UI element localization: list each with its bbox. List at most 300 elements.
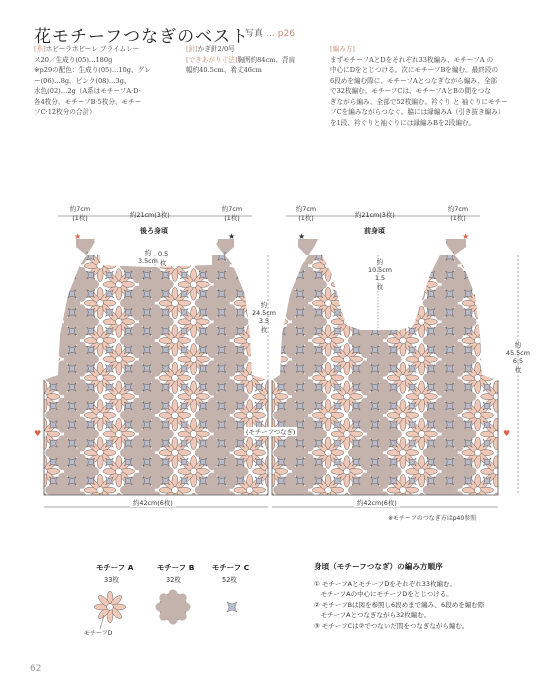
- motif-b: [297, 496, 323, 522]
- star-icon: ★: [228, 232, 236, 241]
- motif-d: [116, 356, 123, 363]
- motif-a-petal: [493, 323, 499, 338]
- motif-a-petal: [464, 252, 479, 267]
- motif-a-petal: [248, 264, 263, 279]
- motif-c: [180, 252, 188, 260]
- motif-a-petal: [493, 343, 499, 358]
- motif-a-petal: [331, 506, 346, 512]
- motif-a-petal: [269, 281, 284, 287]
- motif-d: [418, 431, 425, 438]
- motif-c: [255, 252, 263, 260]
- motif-a-petal: [497, 468, 512, 474]
- motif-d: [41, 244, 48, 251]
- motif-d: [190, 356, 197, 363]
- motif-a-petal: [476, 264, 491, 279]
- motif-a-petal: [265, 343, 271, 358]
- motif-a-petal: [348, 244, 363, 250]
- motif-a-petal: [41, 323, 47, 338]
- materials-line: フC·12枚分の合計）: [34, 108, 96, 116]
- motif-a-petal: [408, 496, 423, 511]
- motif-a-petal: [87, 514, 102, 525]
- motif-b: [521, 272, 540, 298]
- motif-a-petal: [493, 231, 499, 246]
- motif-a-petal: [194, 244, 209, 250]
- motif-d: [265, 506, 272, 513]
- motif-a-petal: [41, 360, 47, 375]
- motif-a-petal: [106, 507, 121, 522]
- motif-a-petal: [462, 525, 477, 526]
- motif-d: [400, 524, 407, 525]
- motif-a-petal: [116, 248, 122, 263]
- motif-a-petal: [269, 510, 275, 525]
- motif-b: [353, 290, 379, 316]
- motif-d: [97, 300, 104, 307]
- motif-a-petal: [334, 245, 349, 260]
- motif-a-petal: [250, 525, 265, 526]
- motif-a-petal: [422, 244, 437, 250]
- motif-d: [400, 337, 407, 344]
- motif-a-petal: [420, 234, 435, 249]
- motif-d: [190, 506, 197, 513]
- dim-value: 24.5cm: [252, 309, 276, 317]
- motif-a-petal: [42, 234, 57, 249]
- method-line: フCを編みながらつなぐ。脇には縁編みA（引き抜き編み）: [330, 108, 505, 116]
- motif-c: [408, 290, 416, 298]
- motif-d: [172, 487, 179, 494]
- motif-d: [325, 487, 332, 494]
- motif-d: [246, 262, 253, 269]
- back-width-dim: 約42cm(6枚): [130, 498, 176, 507]
- motif-a-petal: [159, 525, 174, 526]
- step-line: モチーフAの中心にモチーフDをとじつける。: [314, 590, 453, 598]
- motif-a-petal: [495, 283, 510, 298]
- motif-a-petal: [247, 266, 253, 281]
- motif-a-petal: [31, 283, 46, 298]
- motif-a-petal: [255, 245, 270, 260]
- motif-a-petal: [327, 514, 342, 525]
- motif-d: [41, 356, 48, 363]
- motif-c: [105, 252, 113, 260]
- dim-count: 1.5: [374, 274, 386, 282]
- motif-a-petal: [194, 506, 209, 512]
- motif-a-petal: [483, 271, 498, 286]
- motif-a-petal: [97, 512, 103, 525]
- dim-count: 6.5: [512, 357, 524, 365]
- motif-d: [116, 319, 123, 326]
- back-neck-depth: [138, 248, 158, 265]
- motif-a-petal: [334, 234, 349, 249]
- motif-a-petal: [31, 470, 46, 485]
- motif-c: [483, 271, 491, 279]
- motif-d: [116, 468, 123, 475]
- motif-a-petal: [419, 231, 425, 246]
- motif-a-petal: [390, 290, 405, 305]
- motif-a-petal: [404, 300, 419, 306]
- motif-d: [474, 337, 481, 344]
- motif-c: [277, 290, 285, 298]
- motif-a-petal: [476, 290, 491, 305]
- motif-d: [172, 262, 179, 269]
- motif-d: [172, 300, 179, 307]
- motif-a-petal: [270, 507, 285, 522]
- motif-c: [49, 327, 57, 335]
- dim-count: (1枚): [224, 214, 240, 222]
- motif-d: [344, 281, 351, 288]
- total-height-dim: [506, 340, 530, 374]
- motif-d: [474, 449, 481, 456]
- motif-a-petal: [256, 506, 271, 512]
- dim-value: 3.5cm: [138, 257, 158, 265]
- motif-a-petal: [481, 244, 496, 250]
- motif-a-petal: [172, 512, 178, 525]
- motif-a-petal: [255, 507, 270, 522]
- motif-b: [502, 515, 528, 525]
- motif-a-petal: [28, 244, 43, 250]
- motif-a-petal: [192, 496, 207, 511]
- dim-count: (1枚): [298, 214, 314, 222]
- motif-d: [418, 281, 425, 288]
- motif-a-petal: [31, 309, 46, 324]
- motif-a-petal: [234, 263, 249, 269]
- motif-c: [408, 271, 416, 279]
- motif-a-petal: [42, 507, 57, 522]
- motif-a-petal: [475, 250, 481, 265]
- motif-a-petal: [329, 263, 344, 269]
- motif-a-petal: [406, 281, 421, 287]
- motif-d: [116, 393, 123, 400]
- motif-a-petal: [265, 231, 271, 246]
- motif-a-petal: [259, 283, 274, 298]
- motif-d: [190, 244, 197, 251]
- materials-line: 各4枚分、モチーフB·5枚分、モチー: [34, 97, 142, 106]
- motif-a-petal: [475, 266, 481, 281]
- motif-a-petal: [312, 525, 327, 526]
- motif-d: [190, 431, 197, 438]
- back-shoulder-dim: [60, 204, 100, 222]
- motif-a-icon: [94, 591, 126, 623]
- motif-d: [246, 375, 253, 382]
- motif-d: [325, 412, 332, 419]
- motif-a-petal: [497, 281, 512, 287]
- motif-d: [493, 431, 500, 438]
- materials-line: ー(06)…8g、ピンク(08)…3g、: [34, 76, 131, 85]
- motif-d: [493, 244, 500, 251]
- motif-a-petal: [345, 245, 360, 260]
- motif-d-label: モチーフD: [84, 630, 113, 637]
- motif-d: [269, 244, 276, 251]
- motif-a-petal: [344, 269, 350, 284]
- motif-a-count: 33枚: [104, 576, 119, 584]
- motif-d: [325, 300, 332, 307]
- motif-a-petal: [103, 506, 118, 512]
- motif-b: [274, 515, 300, 525]
- motif-c: [49, 308, 57, 316]
- motif-d: [116, 506, 123, 513]
- motif-a-petal: [192, 234, 207, 249]
- motif-d: [190, 319, 197, 326]
- motif-a-petal: [265, 248, 271, 263]
- motif-d: [246, 524, 253, 525]
- dim-text: 約7cm: [447, 205, 469, 213]
- motif-a-petal: [31, 395, 46, 410]
- motif-d: [265, 468, 272, 475]
- motif-a-petal: [345, 234, 360, 249]
- motif-d: [172, 412, 179, 419]
- motif-a-petal: [248, 514, 263, 525]
- motif-a-petal: [265, 360, 271, 375]
- motif-a-petal: [401, 264, 416, 279]
- motif-d: [265, 281, 272, 288]
- motif-a-petal: [497, 506, 512, 512]
- motif-a-petal: [495, 320, 510, 335]
- method-heading: [編み方]: [330, 45, 355, 53]
- motif-b: [50, 515, 76, 525]
- motif-a-petal: [493, 306, 499, 321]
- motif-a-petal: [117, 245, 132, 260]
- motif-a-petal: [493, 285, 499, 300]
- motif-a-petal: [180, 234, 195, 249]
- motif-a-petal: [483, 346, 498, 361]
- motif-d: [41, 319, 48, 326]
- method-line: を1段、衿ぐりと袖ぐりには縁編みBを2段編む。: [330, 118, 476, 127]
- dim-text: 約7cm: [221, 205, 243, 213]
- motif-b: [521, 309, 540, 335]
- motif-a-petal: [31, 507, 46, 522]
- motif-d: [418, 468, 425, 475]
- motif-a-petal: [478, 525, 493, 526]
- motif-b: [502, 402, 528, 428]
- motif-a-petal: [422, 506, 437, 512]
- motif-c: [236, 271, 244, 279]
- motif-a-petal: [481, 356, 496, 362]
- motif-a-petal: [256, 281, 271, 287]
- step-line: ③ モチーフCは②でつないだ間をつなぎながら編む。: [314, 621, 469, 630]
- motif-a-petal: [331, 244, 346, 250]
- motif-c: [352, 252, 360, 260]
- motif-a-petal: [248, 252, 263, 267]
- motif-a-petal: [390, 302, 405, 317]
- dim-prefix: 約: [376, 258, 384, 266]
- motif-a-petal: [236, 252, 251, 267]
- dim-value: 45.5cm: [506, 349, 530, 357]
- motif-a-petal: [28, 281, 43, 287]
- motif-a-petal: [31, 245, 46, 260]
- motif-a-petal: [42, 358, 57, 373]
- dim-unit: 枚: [260, 326, 268, 334]
- motif-b: [521, 384, 540, 410]
- motif-d: [97, 375, 104, 382]
- motif-c: [199, 252, 207, 260]
- motif-a-petal: [493, 360, 499, 375]
- motif-c: [483, 365, 491, 373]
- motif-d: [400, 487, 407, 494]
- size-line: 幅約40.5cm、着丈46cm: [186, 66, 262, 74]
- dim-prefix: 約: [514, 341, 522, 349]
- motif-a-petal: [41, 231, 47, 246]
- motif-b: [218, 496, 244, 522]
- motif-a-petal: [419, 248, 425, 263]
- motif-d: [325, 262, 332, 269]
- motif-c: [352, 308, 360, 316]
- motif-a-petal: [253, 356, 268, 362]
- motif-a-petal: [191, 510, 197, 525]
- motif-a-petal: [28, 506, 43, 512]
- motif-a-petal: [348, 319, 363, 325]
- dim-text: 約7cm: [295, 205, 317, 213]
- motif-a-petal: [269, 248, 275, 263]
- page-number: 62: [30, 664, 42, 674]
- motif-c: [255, 290, 263, 298]
- motif-a-petal: [495, 309, 510, 324]
- motif-c: [255, 271, 263, 279]
- motif-a-petal: [401, 290, 416, 305]
- motif-a-petal: [387, 525, 402, 526]
- motif-a-petal: [269, 231, 275, 246]
- motif-d: [190, 468, 197, 475]
- heart-icon: ♥: [34, 429, 42, 438]
- motif-c: [371, 308, 379, 316]
- motif-a-petal: [41, 510, 47, 525]
- motif-d: [116, 431, 123, 438]
- heart-icon: ♥: [503, 429, 511, 438]
- motif-a-petal: [259, 496, 274, 511]
- size-heading: [できあがり寸法]: [186, 55, 238, 64]
- dim-unit: 枚: [514, 366, 522, 374]
- motif-c: [483, 290, 491, 298]
- motif-a-petal: [334, 507, 349, 522]
- motif-a-petal: [422, 281, 437, 287]
- motif-a-petal: [406, 506, 421, 512]
- motif-c: [49, 252, 57, 260]
- motif-d: [344, 506, 351, 513]
- motif-c: [277, 308, 285, 316]
- motif-a-petal: [270, 245, 285, 260]
- motif-d: [190, 281, 197, 288]
- motif-c: [483, 327, 491, 335]
- motif-d: [474, 524, 481, 525]
- motif-a-petal: [116, 231, 122, 246]
- motif-a-petal: [41, 285, 47, 300]
- motif-d: [265, 356, 272, 363]
- motif-c: [236, 252, 244, 260]
- materials-heading: [糸]: [34, 45, 46, 53]
- materials-line: ホビーラホビーレ ブライムレー: [45, 45, 140, 53]
- dim-count: 3.5: [258, 317, 270, 325]
- motif-a-petal: [256, 244, 271, 250]
- motif-a-petal: [269, 269, 275, 284]
- motif-c: [49, 271, 57, 279]
- motif-a-petal: [476, 252, 491, 267]
- motif-a-petal: [234, 300, 249, 306]
- motif-a-petal: [493, 510, 499, 525]
- front-shoulder-dim-right: [438, 204, 478, 222]
- motif-d: [493, 468, 500, 475]
- motif-a-petal: [259, 271, 274, 286]
- motif-a-petal: [106, 496, 121, 511]
- motif-a-petal: [408, 234, 423, 249]
- motif-a-petal: [265, 269, 271, 284]
- motif-a-petal: [481, 506, 496, 512]
- motif-a-petal: [31, 358, 46, 373]
- back-body-label: 後ろ身頃: [140, 227, 168, 235]
- motif-a-petal: [259, 245, 274, 260]
- motif-c-count: 52枚: [222, 576, 237, 584]
- motif-a-petal: [345, 271, 360, 286]
- dim-count: (1枚): [450, 214, 466, 222]
- motif-a-petal: [180, 507, 195, 522]
- dim-text: 約7cm: [69, 205, 91, 213]
- motif-c: [49, 346, 57, 354]
- front-neck-depth: [368, 257, 392, 291]
- motif-a-petal: [408, 245, 423, 260]
- method-line: 6段めを編む際に、モチーフAとつなぎながら編み、全部: [330, 76, 498, 85]
- motif-a-petal: [180, 245, 195, 260]
- photo-page-link: … p26: [265, 29, 295, 39]
- steps-section: [314, 562, 484, 631]
- motif-d: [97, 449, 104, 456]
- motif-a-petal: [120, 244, 135, 250]
- materials-section: [34, 44, 174, 118]
- motif-d: [493, 356, 500, 363]
- motif-a-petal: [259, 358, 274, 373]
- motif-a-petal: [31, 271, 46, 286]
- motif-c: [68, 271, 76, 279]
- motif-a-petal: [476, 514, 491, 525]
- tools-section: [186, 44, 316, 76]
- steps-heading: 身頃（モチーフつなぎ）の編み方順序: [314, 562, 443, 571]
- motif-a-petal: [116, 510, 122, 525]
- motif-b: [199, 515, 225, 525]
- motif-d: [474, 300, 481, 307]
- motif-a-petal: [178, 506, 193, 512]
- motif-c: [352, 290, 360, 298]
- motif-a-petal: [253, 506, 268, 512]
- motif-a-petal: [325, 512, 331, 525]
- motif-a-petal: [191, 231, 197, 246]
- motif-a-petal: [345, 309, 360, 324]
- motif-c-icon: [227, 602, 237, 612]
- motif-d: [246, 337, 253, 344]
- motif-a-petal: [495, 496, 510, 511]
- photo-reference: [245, 26, 295, 39]
- motif-b: [521, 421, 540, 447]
- motif-d: [269, 356, 276, 363]
- motif-a-petal: [495, 245, 510, 260]
- motif-c: [124, 252, 132, 260]
- motif-a-petal: [483, 283, 498, 298]
- motif-c: [483, 252, 491, 260]
- motif-a-petal: [401, 252, 416, 267]
- motif-a-petal: [483, 496, 498, 511]
- motif-c: [255, 346, 263, 354]
- motif-d: [97, 412, 104, 419]
- motif-c: [427, 252, 435, 260]
- motif-a-petal: [404, 525, 419, 526]
- motif-a-petal: [483, 234, 498, 249]
- motif-d: [269, 281, 276, 288]
- motif-d: [97, 337, 104, 344]
- motif-d: [190, 393, 197, 400]
- motif-d: [246, 487, 253, 494]
- front-motif-grid: [256, 230, 540, 526]
- motif-d: [418, 356, 425, 363]
- motif-a-petal: [400, 250, 406, 265]
- motif-a-petal: [497, 319, 512, 325]
- motif-a-petal: [344, 306, 350, 321]
- motif-a-petal: [250, 263, 265, 269]
- motif-a-petal: [344, 510, 350, 525]
- motif-a-petal: [45, 506, 60, 512]
